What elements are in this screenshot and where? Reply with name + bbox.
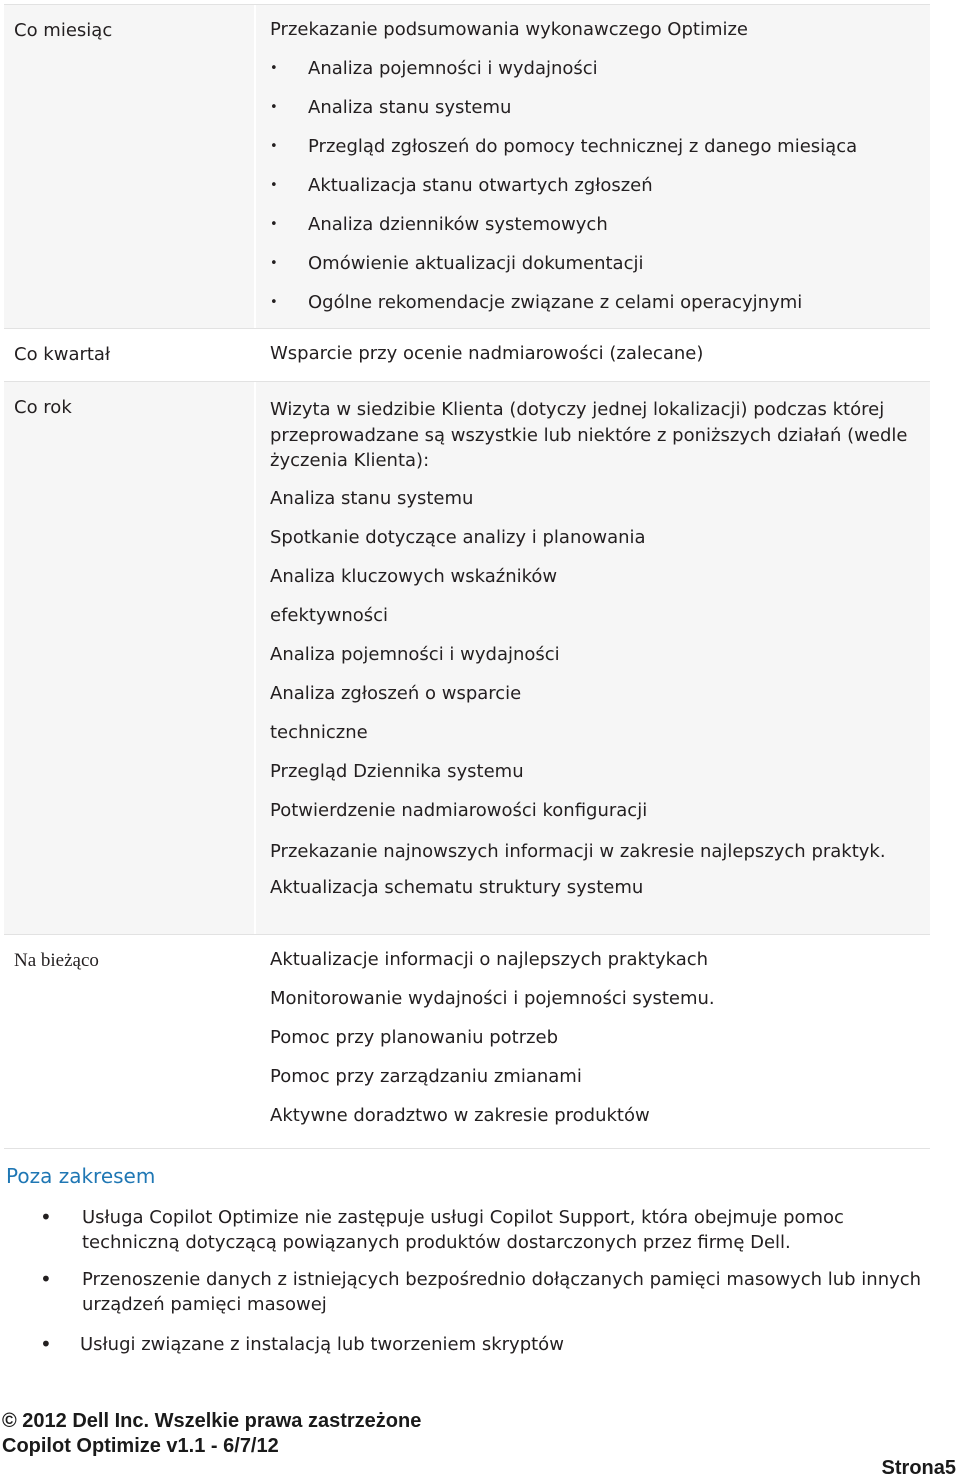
- yearly-item: Spotkanie dotyczące analizy i planowania: [270, 526, 646, 548]
- row-label-quarterly: Co kwartał: [14, 344, 111, 365]
- copyright-text: © 2012 Dell Inc. Wszelkie prawa zastrzeżone: [2, 1410, 422, 1432]
- ongoing-item: Pomoc przy planowaniu potrzeb: [270, 1027, 559, 1048]
- ongoing-item: Aktualizacje informacji o najlepszych praktykach: [270, 949, 709, 970]
- yearly-item: Przegląd Dziennika systemu: [270, 760, 524, 782]
- row-label-ongoing: Na bieżąco: [14, 950, 99, 971]
- service-schedule-table: [4, 4, 930, 1149]
- monthly-item: • Omówienie aktualizacji dokumentacji: [270, 253, 922, 275]
- ongoing-item: Pomoc przy zarządzaniu zmianami: [270, 1066, 582, 1087]
- yearly-item: Aktualizacja schematu struktury systemu: [270, 877, 644, 898]
- monthly-item: • Analiza dzienników systemowych: [270, 214, 922, 236]
- row-content-monthly: [254, 5, 930, 328]
- row-ongoing: [4, 934, 930, 1149]
- row-content-yearly: [254, 382, 930, 934]
- monthly-intro: Przekazanie podsumowania wykonawczego Optimize: [270, 19, 749, 40]
- scope-item: • Usługa Copilot Optimize nie zastępuje usługi Copilot Support, która obejmuje pomoc techniczną dotyczącą powiązanych produktów dostarczonych przez firmę Dell.: [40, 1205, 945, 1255]
- scope-item: • Usługi związane z instalacją lub tworzeniem skryptów: [40, 1332, 945, 1357]
- yearly-item: Potwierdzenie nadmiarowości konfiguracji: [270, 799, 648, 821]
- row-yearly: [4, 381, 930, 934]
- quarterly-text: Wsparcie przy ocenie nadmiarowości (zalecane): [270, 343, 704, 364]
- out-of-scope-heading: Poza zakresem: [6, 1164, 156, 1188]
- yearly-item: Analiza stanu systemu: [270, 487, 474, 509]
- monthly-item: • Przegląd zgłoszeń do pomocy technicznej z danego miesiąca: [270, 136, 922, 158]
- row-label-monthly: Co miesiąc: [14, 20, 113, 41]
- yearly-item: Analiza zgłoszeń o wsparcie: [270, 682, 522, 704]
- yearly-item: Analiza kluczowych wskaźników: [270, 565, 558, 587]
- scope-item: • Przenoszenie danych z istniejących bezpośrednio dołączanych pamięci masowych lub innych urządzeń pamięci masowej: [40, 1267, 945, 1317]
- monthly-item: • Analiza pojemności i wydajności: [270, 58, 922, 80]
- monthly-item: • Analiza stanu systemu: [270, 97, 922, 119]
- yearly-item: Przekazanie najnowszych informacji w zakresie najlepszych praktyk.: [270, 840, 886, 862]
- row-monthly: [4, 4, 930, 328]
- monthly-item: • Ogólne rekomendacje związane z celami operacyjnymi: [270, 292, 922, 314]
- yearly-item: Analiza pojemności i wydajności: [270, 643, 560, 665]
- ongoing-item: Aktywne doradztwo w zakresie produktów: [270, 1105, 650, 1126]
- page-number: Strona5: [881, 1457, 956, 1479]
- row-label-yearly: Co rok: [14, 397, 72, 418]
- yearly-item: efektywności: [270, 604, 389, 626]
- out-of-scope-list: [40, 1205, 945, 1357]
- ongoing-item: Monitorowanie wydajności i pojemności systemu.: [270, 988, 715, 1009]
- monthly-item: • Aktualizacja stanu otwartych zgłoszeń: [270, 175, 922, 197]
- version-text: Copilot Optimize v1.1 - 6/7/12: [2, 1435, 279, 1457]
- row-quarterly: [4, 328, 930, 381]
- row-content-quarterly: [254, 329, 930, 381]
- yearly-intro: Wizyta w siedzibie Klienta (dotyczy jednej lokalizacji) podczas której przeprowadzane są wszystkie lub niektóre z poniższych działań (wedle życzenia Klienta):: [270, 399, 908, 471]
- yearly-item: techniczne: [270, 721, 368, 743]
- row-content-ongoing: [254, 935, 930, 1148]
- footer: [2, 1409, 421, 1459]
